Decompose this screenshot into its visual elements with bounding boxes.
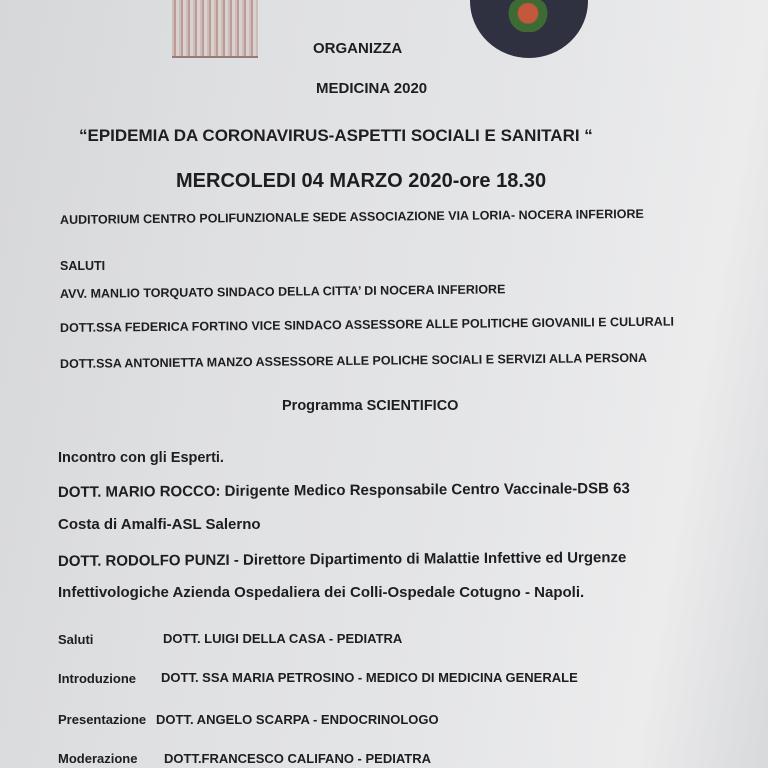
greeting-item: DOTT.SSA ANTONIETTA MANZO ASSESSORE ALLE POLICHE SOCIALI E SERVIZI ALLA PERSONA — [59, 350, 648, 371]
organizza-label: ORGANIZZA — [313, 40, 403, 57]
program-intro: Incontro con gli Esperti. — [58, 450, 224, 466]
expert-line: Infettivologiche Azienda Ospedaliera dei Colli-Ospedale Cotugno - Napoli. — [58, 584, 585, 601]
role-label: Saluti — [58, 632, 94, 647]
role-label: Moderazione — [58, 751, 138, 766]
role-label: Presentazione — [58, 712, 147, 727]
event-title: “EPIDEMIA DA CORONAVIRUS-ASPETTI SOCIALI E SANITARI “ — [79, 126, 593, 145]
role-value: DOTT.FRANCESCO CALIFANO - PEDIATRA — [164, 751, 431, 766]
greetings-label: SALUTI — [60, 259, 106, 273]
venue: AUDITORIUM CENTRO POLIFUNZIONALE SEDE ASSOCIAZIONE VIA LORIA- NOCERA INFERIORE — [59, 206, 644, 227]
role-value: DOTT. SSA MARIA PETROSINO - MEDICO DI MEDICINA GENERALE — [161, 670, 578, 685]
role-value: DOTT. ANGELO SCARPA - ENDOCRINOLOGO — [156, 712, 439, 727]
event-date: MERCOLEDI 04 MARZO 2020-ore 18.30 — [176, 170, 547, 192]
expert-line: DOTT. MARIO ROCCO: Dirigente Medico Responsabile Centro Vaccinale-DSB 63 — [57, 480, 630, 501]
greeting-item: AVV. MANLIO TORQUATO SINDACO DELLA CITTA’ DI NOCERA INFERIORE — [59, 282, 506, 301]
role-value: DOTT. LUIGI DELLA CASA - PEDIATRA — [163, 631, 403, 646]
expert-line: DOTT. RODOLFO PUNZI - Direttore Dipartimento di Malattie Infettive ed Urgenze — [57, 549, 627, 570]
greeting-item: DOTT.SSA FEDERICA FORTINO VICE SINDACO ASSESSORE ALLE POLITICHE GIOVANILI E CULURALI — [59, 314, 674, 335]
municipal-crest-logo — [470, 0, 588, 58]
illustration-logo — [172, 0, 258, 58]
association-name: MEDICINA 2020 — [316, 80, 428, 97]
expert-line: Costa di Amalfi-ASL Salerno — [58, 516, 261, 533]
program-heading: Programma SCIENTIFICO — [282, 398, 459, 414]
role-label: Introduzione — [58, 671, 136, 686]
crest-shield-icon — [508, 0, 548, 32]
